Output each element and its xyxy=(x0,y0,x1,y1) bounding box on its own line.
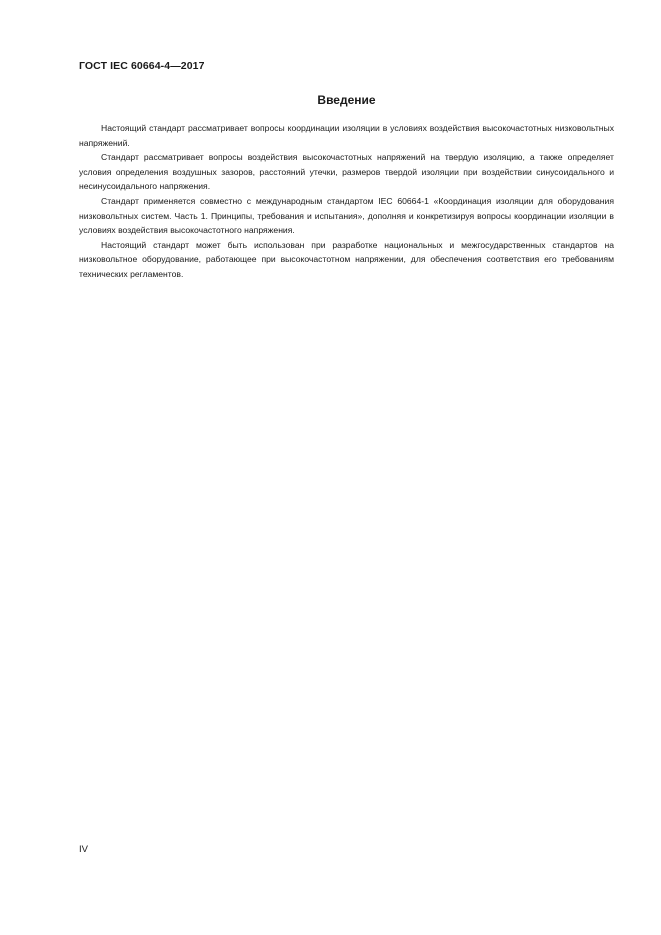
paragraph: Настоящий стандарт рассматривает вопросы координации изоляции в условиях воздействия высокочастотных низковольтных напряжений. xyxy=(79,123,614,148)
section-body xyxy=(79,121,614,282)
section-title: Введение xyxy=(317,93,376,107)
document-header: ГОСТ IEC 60664-4—2017 xyxy=(79,60,205,72)
paragraph: Стандарт рассматривает вопросы воздействия высокочастотных напряжений на твердую изоляцию, а также определяет условия определения воздушных зазоров, расстояний утечки, размеров твердой изоляции при воздействии синусоидального и несинусоидального напряжения. xyxy=(79,152,614,192)
page-number: IV xyxy=(79,844,88,855)
paragraph: Стандарт применяется совместно с международным стандартом IEC 60664-1 «Координация изоляции для оборудования низковольтных систем. Часть 1. Принципы, требования и испытания», дополняя и конкретизируя вопросы координации изоляции в условиях воздействия высокочастотного напряжения. xyxy=(79,195,614,236)
paragraph: Настоящий стандарт может быть использован при разработке национальных и межгосударственных стандартов на низковольтное оборудование, работающее при высокочастотном напряжении, для обеспечения соответствия его требованиям технических регламентов. xyxy=(79,239,614,279)
